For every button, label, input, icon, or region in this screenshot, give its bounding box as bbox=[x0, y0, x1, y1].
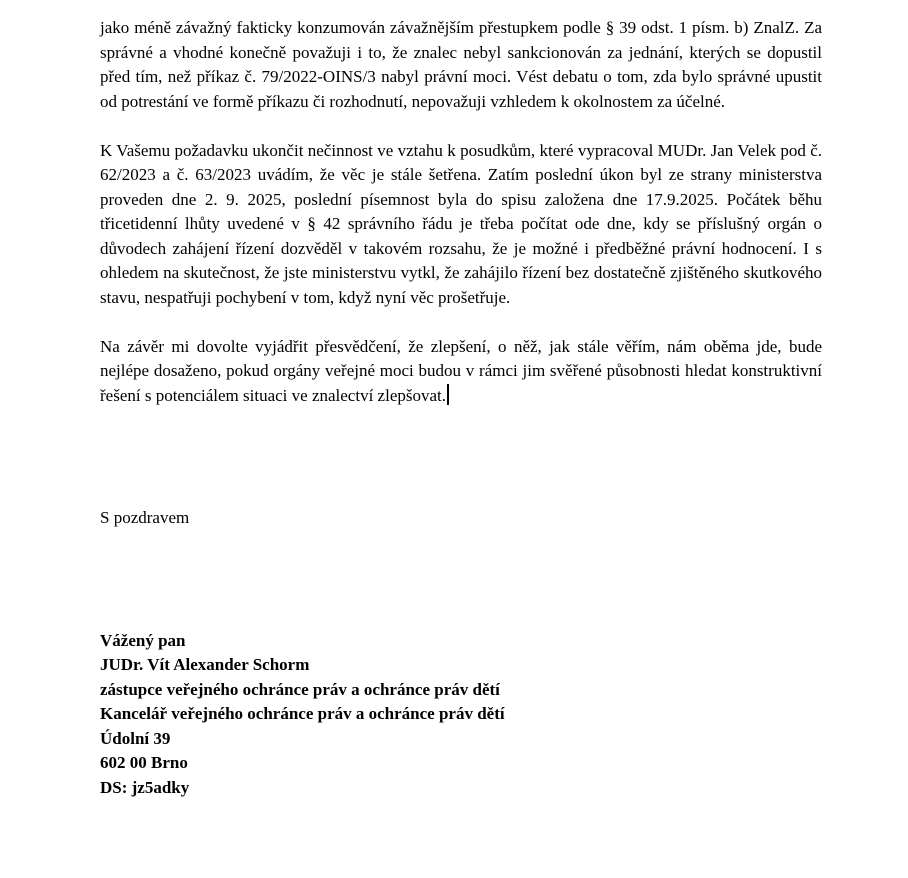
recipient-line-databox[interactable]: DS: jz5adky bbox=[100, 777, 190, 797]
recipient-block[interactable] bbox=[100, 629, 822, 801]
paragraph-3[interactable] bbox=[100, 335, 822, 409]
paragraph-3-text: Na závěr mi dovolte vyjádřit přesvědčení, že zlepšení, o něž, jak stále věřím, nám oběma jde, bude nejlépe dosaženo, pokud orgány veřejné moci budou v rámci jim svěřené působnosti hledat konstruktivní řešení s potenciálem situaci ve znalectví zlepšovat. bbox=[100, 336, 822, 405]
recipient-line-title[interactable]: zástupce veřejného ochránce práv a ochránce práv dětí bbox=[100, 679, 500, 699]
recipient-line-street[interactable]: Údolní 39 bbox=[100, 728, 171, 748]
recipient-line-salutation[interactable]: Vážený pan bbox=[100, 630, 186, 650]
closing-salutation[interactable]: S pozdravem bbox=[100, 508, 190, 527]
text-cursor bbox=[447, 384, 449, 405]
paragraph-1[interactable]: jako méně závažný fakticky konzumován závažnějším přestupkem podle § 39 odst. 1 písm. b) ZnalZ. Za správné a vhodné konečně považuji i to, že znalec nebyl sankcionován za jednání, kterých se dopustil před tím, než příkaz č. 79/2022-OINS/3 nabyl právní moci. Vést debatu o tom, zda bylo správné upustit od potrestání ve formě příkazu či rozhodnutí, nepovažuji vzhledem k okolnostem za účelné. bbox=[100, 18, 822, 111]
paragraph-2[interactable]: K Vašemu požadavku ukončit nečinnost ve vztahu k posudkům, které vypracoval MUDr. Jan Velek pod č. 62/2023 a č. 63/2023 uvádím, že věc je stále šetřena. Zatím poslední úkon byl ze strany ministerstva proveden dne 2. 9. 2025, poslední písemnost byla do spisu založena dne 17.9.2025. Počátek běhu třicetidenní lhůty uvedené v § 42 správního řádu je třeba počítat ode dne, kdy se příslušný orgán o důvodech zahájení řízení dozvěděl v takovém rozsahu, že je možné i předběžné právní hodnocení. I s ohledem na skutečnost, že jste ministerstvu vytkl, že zahájilo řízení bez dostatečně zjištěného skutkového stavu, nespatřuji pochybení v tom, když nyní věc prošetřuje. bbox=[100, 140, 822, 307]
recipient-line-name[interactable]: JUDr. Vít Alexander Schorm bbox=[100, 655, 310, 674]
recipient-line-office[interactable]: Kancelář veřejného ochránce práv a ochránce práv dětí bbox=[100, 704, 505, 723]
recipient-line-city[interactable]: 602 00 Brno bbox=[100, 753, 188, 772]
